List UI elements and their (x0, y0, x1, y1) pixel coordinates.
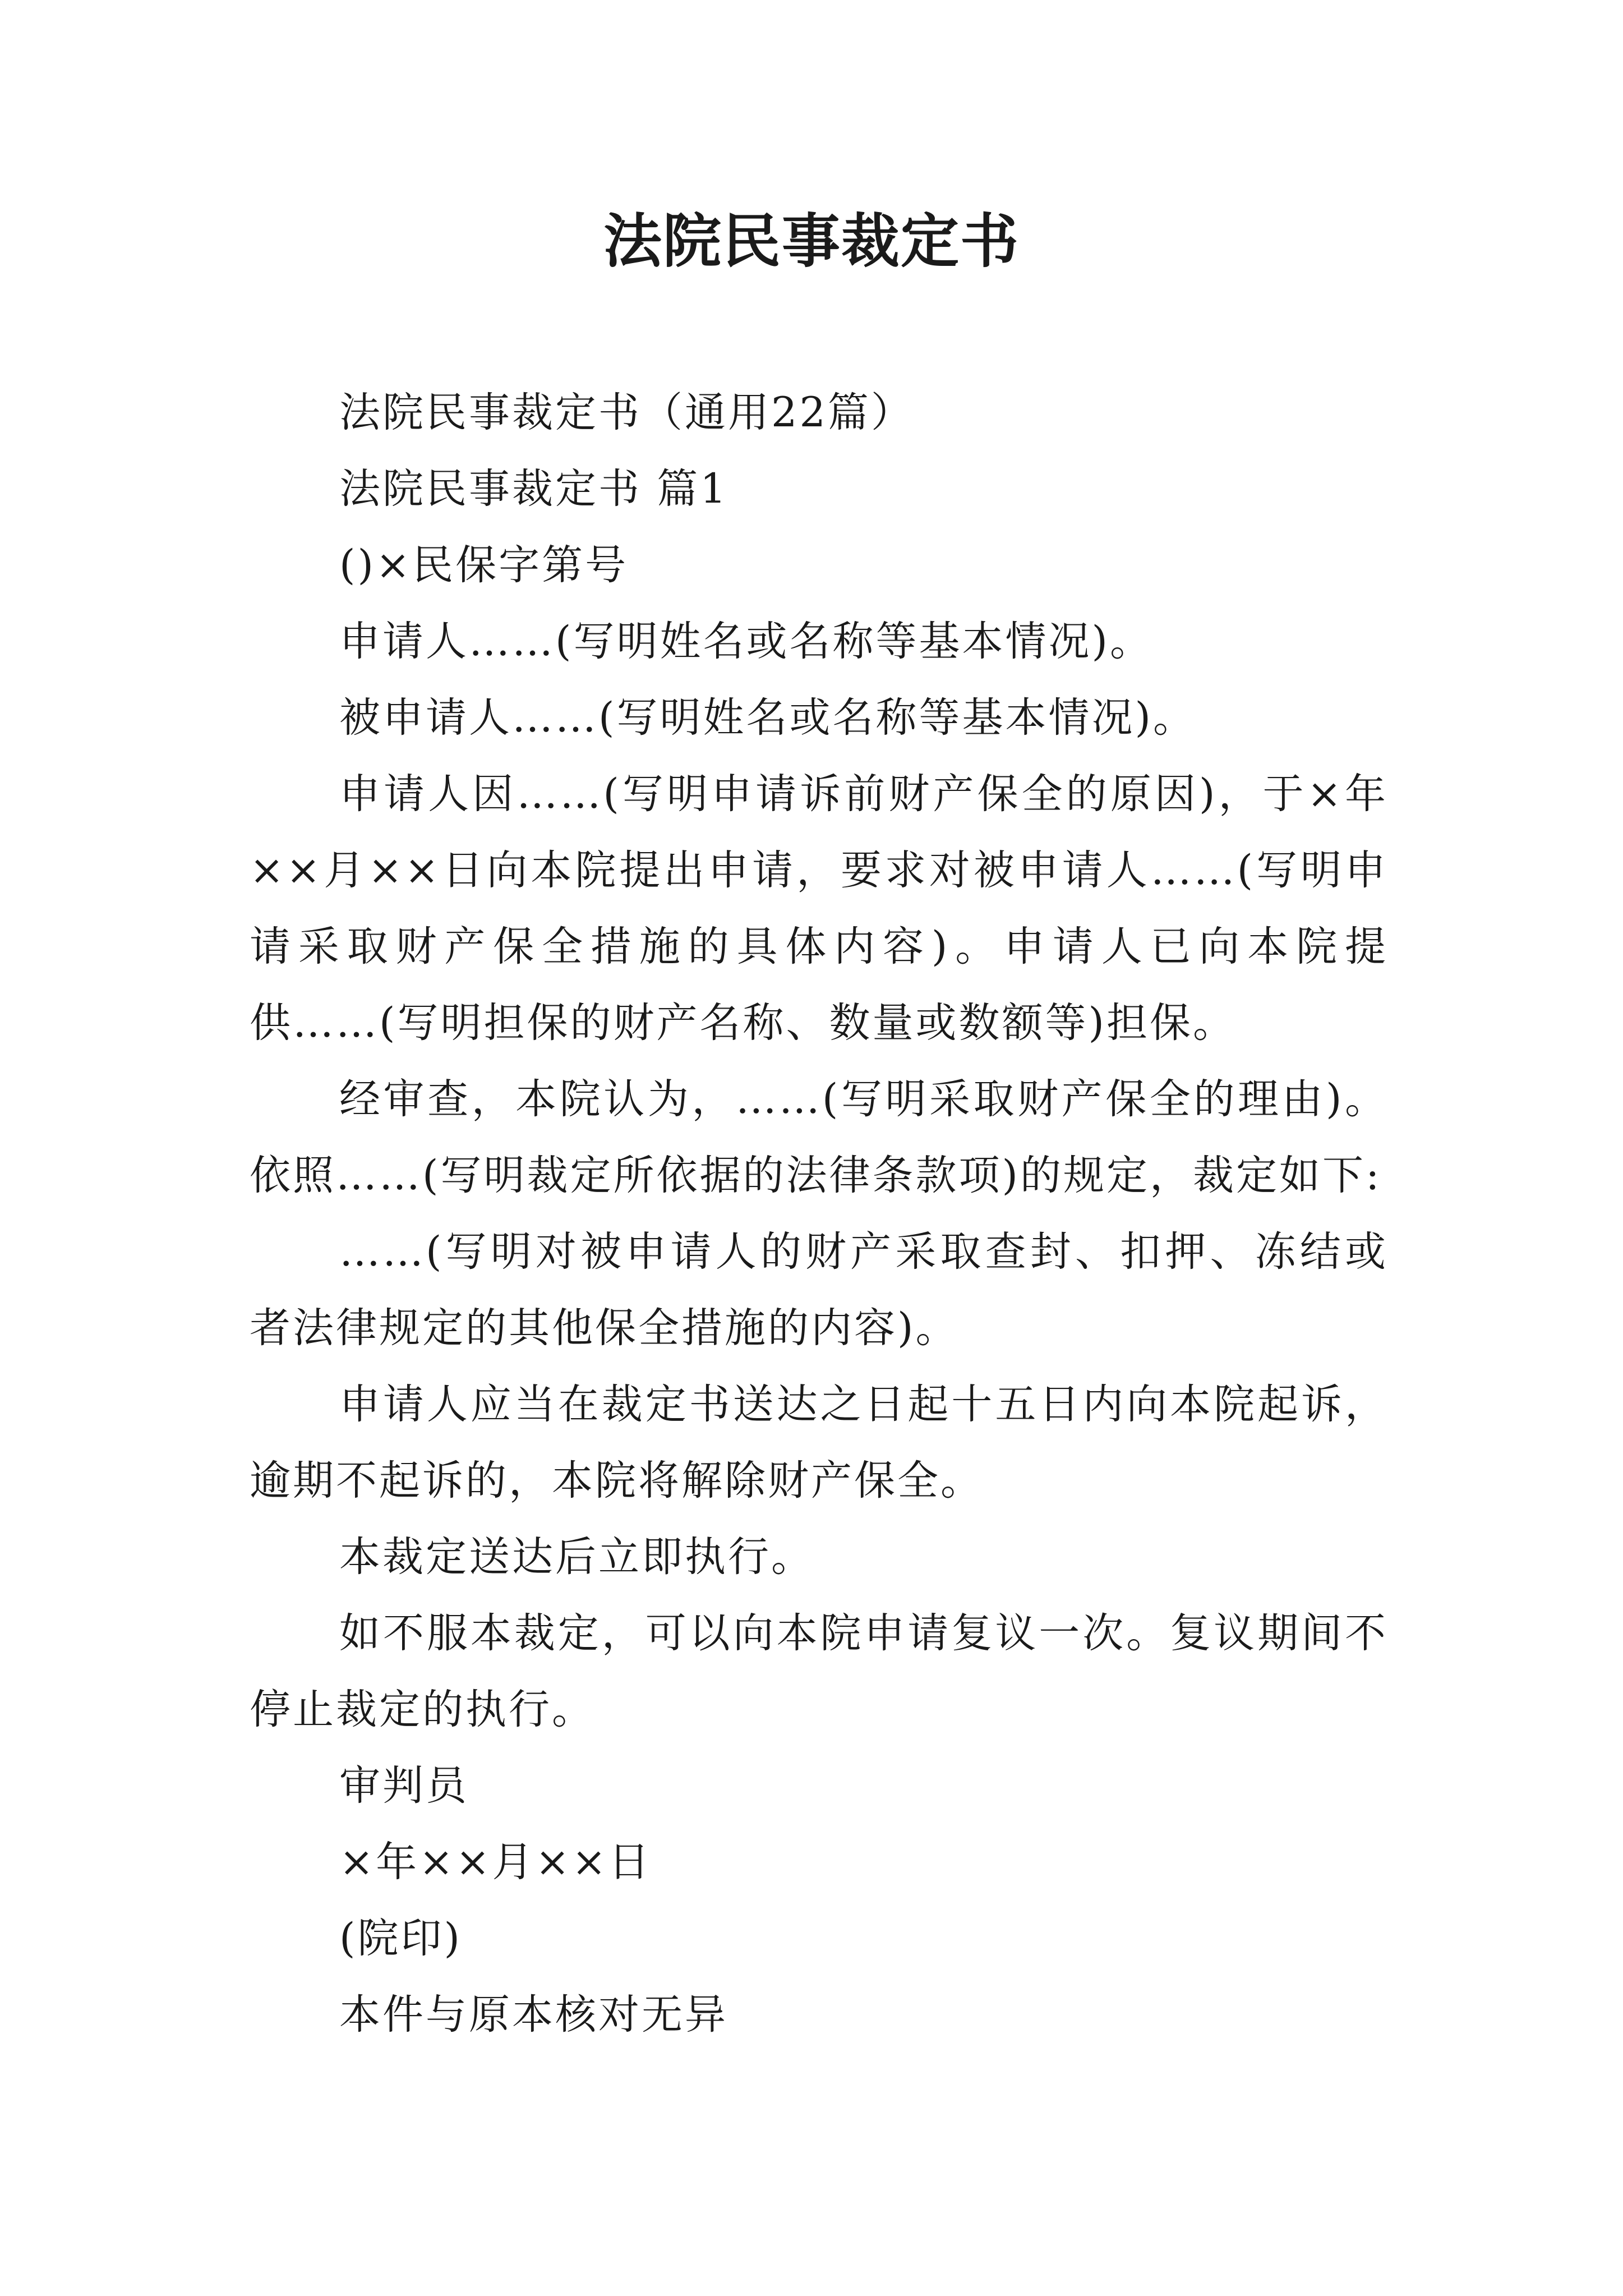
case-number: ()×民保字第号 (339, 541, 629, 589)
court-seal: (院印) (339, 1915, 462, 1962)
application-reason-paragraph: 申请人因……(写明申请诉前财产保全的原因)，于×年××月××日向本院提出申请，要求对被申请人……(写明申请采取财产保全措施的具体内容)。申请人已向本院提供……(写明担保的财产名称、数量或数额等)担保。 (250, 770, 1388, 1047)
applicant-paragraph: 申请人……(写明姓名或名称等基本情况)。 (339, 618, 1153, 665)
lawsuit-deadline-paragraph: 申请人应当在裁定书送达之日起十五日内向本院起诉，逾期不起诉的，本院将解除财产保全。 (250, 1381, 1388, 1504)
judge-label: 审判员 (339, 1762, 469, 1810)
section-heading: 法院民事裁定书 篇1 (339, 465, 728, 513)
execution-paragraph: 本裁定送达后立即执行。 (339, 1533, 814, 1581)
document-body (250, 375, 1388, 2053)
document-subtitle: 法院民事裁定书（通用22篇） (339, 389, 914, 436)
ruling-content-paragraph: ……(写明对被申请人的财产采取查封、扣押、冻结或者法律规定的其他保全措施的内容)。 (250, 1228, 1388, 1352)
verification-note: 本件与原本核对无异 (339, 1991, 728, 2039)
review-paragraph: 经审查，本院认为，……(写明采取财产保全的理由)。依照……(写明裁定所依据的法律条款项)的规定，裁定如下: (250, 1075, 1388, 1199)
ruling-date: ×年××月××日 (339, 1838, 652, 1886)
reconsideration-paragraph: 如不服本裁定，可以向本院申请复议一次。复议期间不停止裁定的执行。 (250, 1609, 1388, 1733)
document-title: 法院民事裁定书 (603, 206, 1020, 275)
respondent-paragraph: 被申请人……(写明姓名或名称等基本情况)。 (339, 694, 1196, 742)
